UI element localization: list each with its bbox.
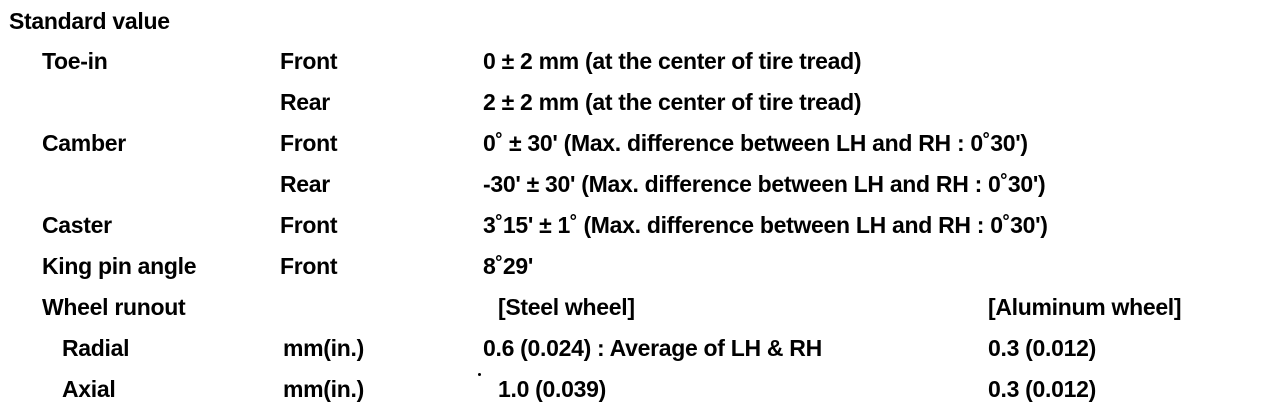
steel-wheel-value: 0.6 (0.024) : Average of LH & RH xyxy=(483,335,822,361)
wheel-runout-label: Wheel runout xyxy=(42,294,186,320)
wheel-runout-row-radial xyxy=(0,335,1280,365)
spec-row-king-pin-front xyxy=(0,253,1280,283)
spec-value: -30' ± 30' (Max. difference between LH and RH : 0˚30') xyxy=(483,171,1046,197)
runout-unit: mm(in.) xyxy=(283,335,364,361)
spec-position: Front xyxy=(280,48,338,74)
spec-position: Rear xyxy=(280,171,330,197)
spec-value: 8˚29' xyxy=(483,253,534,279)
spec-value: 0 ± 2 mm (at the center of tire tread) xyxy=(483,48,862,74)
spec-value: 3˚15' ± 1˚ (Max. difference between LH and RH : 0˚30') xyxy=(483,212,1048,238)
spec-value: 2 ± 2 mm (at the center of tire tread) xyxy=(483,89,862,115)
runout-item-label: Radial xyxy=(62,335,130,361)
aluminum-wheel-value: 0.3 (0.012) xyxy=(988,335,1096,361)
runout-unit: mm(in.) xyxy=(283,376,364,402)
steel-wheel-header: [Steel wheel] xyxy=(498,294,635,320)
spec-row-camber-rear xyxy=(0,171,1280,201)
wheel-runout-header-row xyxy=(0,294,1280,324)
spec-position: Front xyxy=(280,253,338,279)
spec-item-label: Caster xyxy=(42,212,112,238)
spec-item-label: Camber xyxy=(42,130,126,156)
spec-row-toe-in-rear xyxy=(0,89,1280,119)
spec-position: Rear xyxy=(280,89,330,115)
spec-item-label: Toe-in xyxy=(42,48,108,74)
spec-item-label: King pin angle xyxy=(42,253,197,279)
spec-row-camber-front xyxy=(0,130,1280,160)
steel-wheel-value: 1.0 (0.039) xyxy=(498,376,606,402)
runout-item-label: Axial xyxy=(62,376,116,402)
spec-row-toe-in-front xyxy=(0,48,1280,78)
spec-value: 0˚ ± 30' (Max. difference between LH and RH : 0˚30') xyxy=(483,130,1028,156)
section-title: Standard value xyxy=(9,8,170,34)
aluminum-wheel-value: 0.3 (0.012) xyxy=(988,376,1096,402)
aluminum-wheel-header: [Aluminum wheel] xyxy=(988,294,1182,320)
spec-position: Front xyxy=(280,130,338,156)
spec-position: Front xyxy=(280,212,338,238)
spec-row-caster-front xyxy=(0,212,1280,242)
scan-speck xyxy=(478,373,481,376)
wheel-runout-row-axial xyxy=(0,376,1280,406)
